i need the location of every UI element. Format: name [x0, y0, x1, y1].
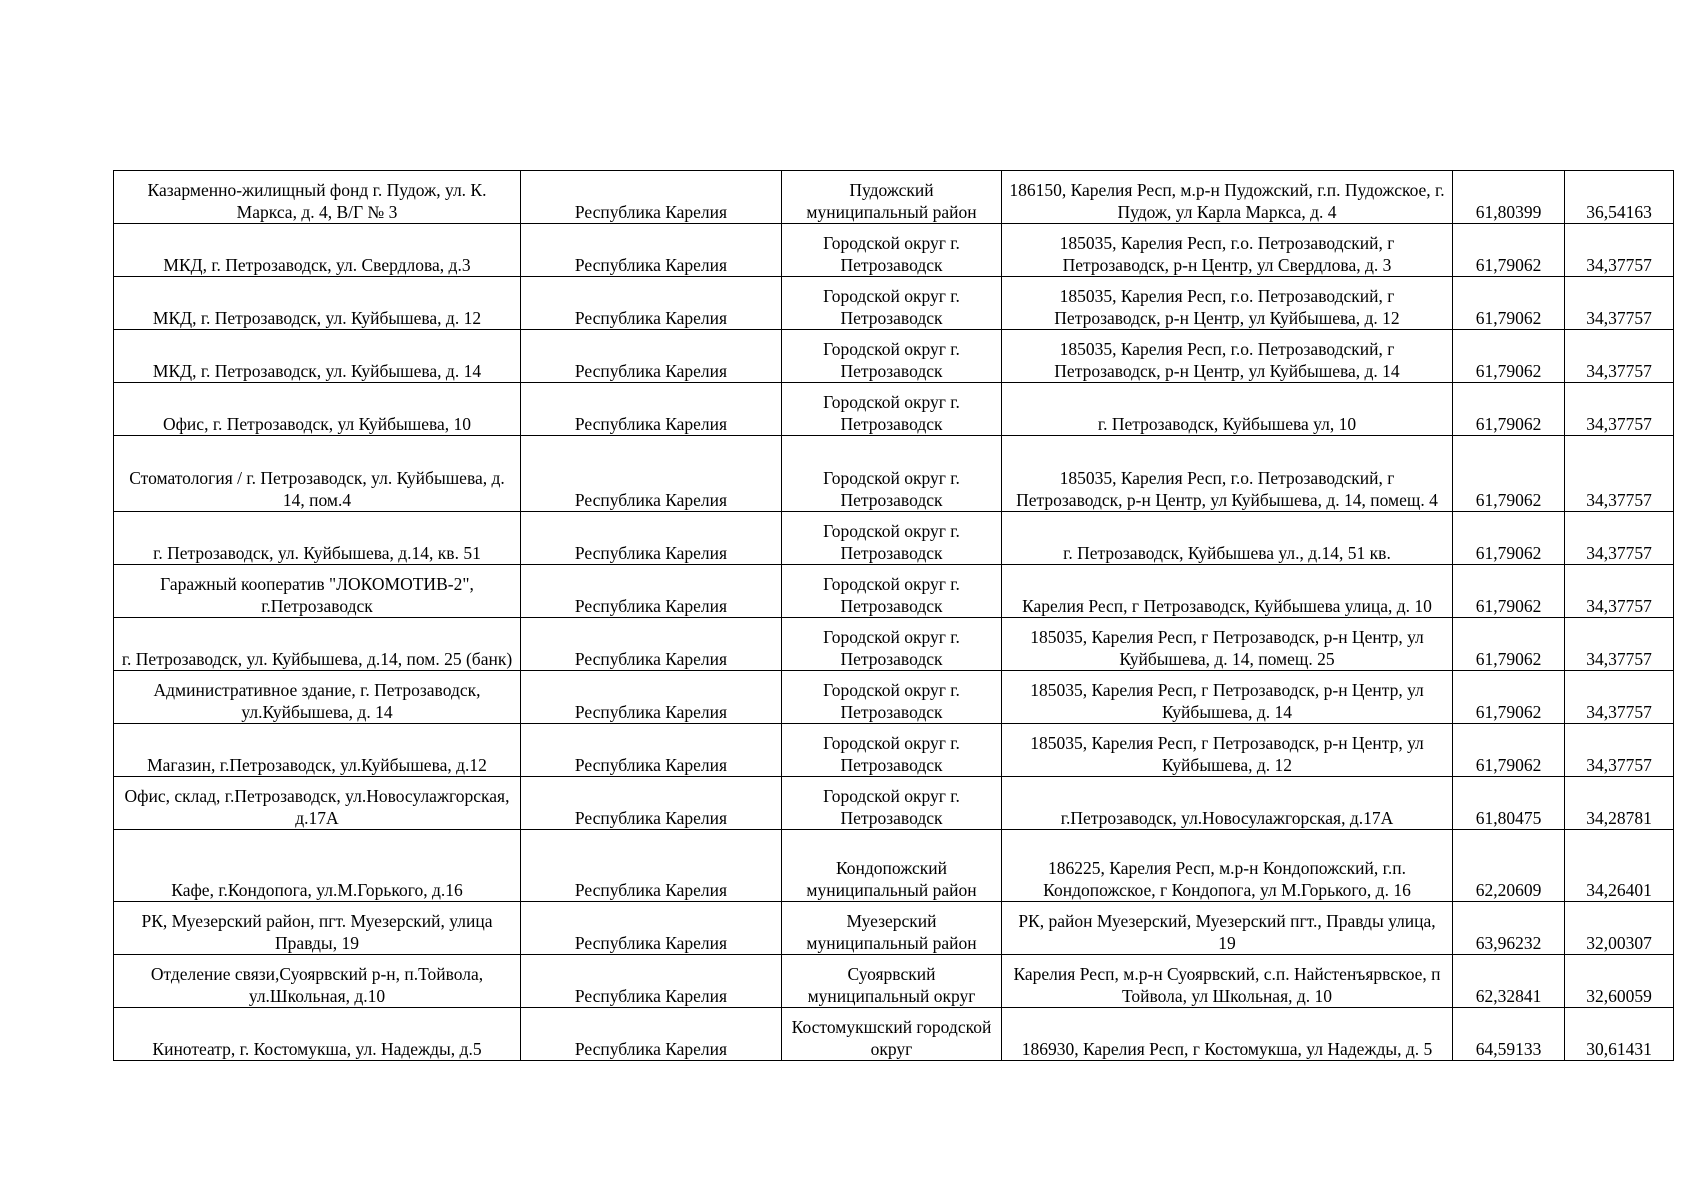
- municipality-cell: Костомукшский городской округ: [782, 1008, 1002, 1061]
- region-cell: Республика Карелия: [521, 830, 782, 902]
- latitude-cell: 61,79062: [1453, 565, 1565, 618]
- region-cell: Республика Карелия: [521, 224, 782, 277]
- longitude-cell: 34,26401: [1565, 830, 1674, 902]
- longitude-cell: 34,37757: [1565, 277, 1674, 330]
- region-cell: Республика Карелия: [521, 671, 782, 724]
- longitude-cell: 34,37757: [1565, 512, 1674, 565]
- table-row: [114, 902, 1674, 955]
- latitude-cell: 61,79062: [1453, 224, 1565, 277]
- table-row: [114, 565, 1674, 618]
- longitude-cell: 34,37757: [1565, 383, 1674, 436]
- address-cell: 185035, Карелия Респ, г.о. Петрозаводский, г Петрозаводск, р-н Центр, ул Свердлова, д. 3: [1002, 224, 1453, 277]
- latitude-cell: 64,59133: [1453, 1008, 1565, 1061]
- latitude-cell: 63,96232: [1453, 902, 1565, 955]
- region-cell: Республика Карелия: [521, 618, 782, 671]
- object-name-cell: Магазин, г.Петрозаводск, ул.Куйбышева, д.12: [114, 724, 521, 777]
- table-row: [114, 1008, 1674, 1061]
- municipality-cell: Городской округ г. Петрозаводск: [782, 330, 1002, 383]
- region-cell: Республика Карелия: [521, 777, 782, 830]
- address-cell: 186150, Карелия Респ, м.р-н Пудожский, г.п. Пудожское, г. Пудож, ул Карла Маркса, д. 4: [1002, 171, 1453, 224]
- object-name-cell: Кинотеатр, г. Костомукша, ул. Надежды, д.5: [114, 1008, 521, 1061]
- longitude-cell: 32,00307: [1565, 902, 1674, 955]
- longitude-cell: 34,28781: [1565, 777, 1674, 830]
- object-name-cell: Отделение связи,Суоярвский р-н, п.Тойвола, ул.Школьная, д.10: [114, 955, 521, 1008]
- municipality-cell: Городской округ г. Петрозаводск: [782, 277, 1002, 330]
- municipality-cell: Городской округ г. Петрозаводск: [782, 383, 1002, 436]
- municipality-cell: Городской округ г. Петрозаводск: [782, 224, 1002, 277]
- object-name-cell: Офис, г. Петрозаводск, ул Куйбышева, 10: [114, 383, 521, 436]
- table-row: [114, 512, 1674, 565]
- longitude-cell: 34,37757: [1565, 618, 1674, 671]
- object-name-cell: РК, Муезерский район, пгт. Муезерский, улица Правды, 19: [114, 902, 521, 955]
- latitude-cell: 62,20609: [1453, 830, 1565, 902]
- region-cell: Республика Карелия: [521, 436, 782, 512]
- table-row: [114, 330, 1674, 383]
- address-cell: 185035, Карелия Респ, г Петрозаводск, р-н Центр, ул Куйбышева, д. 14, помещ. 25: [1002, 618, 1453, 671]
- latitude-cell: 61,79062: [1453, 330, 1565, 383]
- region-cell: Республика Карелия: [521, 330, 782, 383]
- longitude-cell: 34,37757: [1565, 671, 1674, 724]
- address-cell: Карелия Респ, м.р-н Суоярвский, с.п. Найстенъярвское, п Тойвола, ул Школьная, д. 10: [1002, 955, 1453, 1008]
- address-cell: 186930, Карелия Респ, г Костомукша, ул Надежды, д. 5: [1002, 1008, 1453, 1061]
- table-row: [114, 224, 1674, 277]
- municipality-cell: Муезерский муниципальный район: [782, 902, 1002, 955]
- object-name-cell: Казарменно-жилищный фонд г. Пудож, ул. К. Маркса, д. 4, В/Г № 3: [114, 171, 521, 224]
- region-cell: Республика Карелия: [521, 383, 782, 436]
- latitude-cell: 61,79062: [1453, 724, 1565, 777]
- object-name-cell: Стоматология / г. Петрозаводск, ул. Куйбышева, д. 14, пом.4: [114, 436, 521, 512]
- table-row: [114, 618, 1674, 671]
- municipality-cell: Суоярвский муниципальный округ: [782, 955, 1002, 1008]
- table-row: [114, 830, 1674, 902]
- objects-table-body: [114, 171, 1674, 1061]
- municipality-cell: Городской округ г. Петрозаводск: [782, 618, 1002, 671]
- latitude-cell: 61,79062: [1453, 383, 1565, 436]
- latitude-cell: 61,79062: [1453, 512, 1565, 565]
- region-cell: Республика Карелия: [521, 1008, 782, 1061]
- municipality-cell: Городской округ г. Петрозаводск: [782, 671, 1002, 724]
- latitude-cell: 61,79062: [1453, 618, 1565, 671]
- latitude-cell: 61,79062: [1453, 436, 1565, 512]
- municipality-cell: Городской округ г. Петрозаводск: [782, 436, 1002, 512]
- object-name-cell: г. Петрозаводск, ул. Куйбышева, д.14, пом. 25 (банк): [114, 618, 521, 671]
- latitude-cell: 61,79062: [1453, 277, 1565, 330]
- address-cell: РК, район Муезерский, Муезерский пгт., Правды улица, 19: [1002, 902, 1453, 955]
- latitude-cell: 61,80475: [1453, 777, 1565, 830]
- longitude-cell: 34,37757: [1565, 724, 1674, 777]
- longitude-cell: 30,61431: [1565, 1008, 1674, 1061]
- municipality-cell: Кондопожский муниципальный район: [782, 830, 1002, 902]
- table-row: [114, 724, 1674, 777]
- object-name-cell: МКД, г. Петрозаводск, ул. Куйбышева, д. 12: [114, 277, 521, 330]
- table-row: [114, 383, 1674, 436]
- objects-table: [113, 170, 1674, 1061]
- address-cell: 185035, Карелия Респ, г.о. Петрозаводский, г Петрозаводск, р-н Центр, ул Куйбышева, д. 14: [1002, 330, 1453, 383]
- latitude-cell: 61,80399: [1453, 171, 1565, 224]
- object-name-cell: МКД, г. Петрозаводск, ул. Куйбышева, д. 14: [114, 330, 521, 383]
- address-cell: г. Петрозаводск, Куйбышева ул., д.14, 51 кв.: [1002, 512, 1453, 565]
- region-cell: Республика Карелия: [521, 902, 782, 955]
- longitude-cell: 34,37757: [1565, 224, 1674, 277]
- table-row: [114, 777, 1674, 830]
- municipality-cell: Пудожский муниципальный район: [782, 171, 1002, 224]
- longitude-cell: 34,37757: [1565, 436, 1674, 512]
- object-name-cell: Гаражный кооператив "ЛОКОМОТИВ-2", г.Петрозаводск: [114, 565, 521, 618]
- address-cell: г. Петрозаводск, Куйбышева ул, 10: [1002, 383, 1453, 436]
- region-cell: Республика Карелия: [521, 955, 782, 1008]
- region-cell: Республика Карелия: [521, 277, 782, 330]
- longitude-cell: 36,54163: [1565, 171, 1674, 224]
- region-cell: Республика Карелия: [521, 512, 782, 565]
- municipality-cell: Городской округ г. Петрозаводск: [782, 777, 1002, 830]
- municipality-cell: Городской округ г. Петрозаводск: [782, 512, 1002, 565]
- longitude-cell: 32,60059: [1565, 955, 1674, 1008]
- table-row: [114, 671, 1674, 724]
- latitude-cell: 62,32841: [1453, 955, 1565, 1008]
- object-name-cell: г. Петрозаводск, ул. Куйбышева, д.14, кв. 51: [114, 512, 521, 565]
- object-name-cell: Кафе, г.Кондопога, ул.М.Горького, д.16: [114, 830, 521, 902]
- table-row: [114, 955, 1674, 1008]
- municipality-cell: Городской округ г. Петрозаводск: [782, 565, 1002, 618]
- longitude-cell: 34,37757: [1565, 330, 1674, 383]
- table-row: [114, 171, 1674, 224]
- longitude-cell: 34,37757: [1565, 565, 1674, 618]
- address-cell: 185035, Карелия Респ, г Петрозаводск, р-н Центр, ул Куйбышева, д. 14: [1002, 671, 1453, 724]
- address-cell: 185035, Карелия Респ, г.о. Петрозаводский, г Петрозаводск, р-н Центр, ул Куйбышева, д. 14, помещ. 4: [1002, 436, 1453, 512]
- latitude-cell: 61,79062: [1453, 671, 1565, 724]
- address-cell: 185035, Карелия Респ, г.о. Петрозаводский, г Петрозаводск, р-н Центр, ул Куйбышева, д. 12: [1002, 277, 1453, 330]
- object-name-cell: МКД, г. Петрозаводск, ул. Свердлова, д.3: [114, 224, 521, 277]
- address-cell: 185035, Карелия Респ, г Петрозаводск, р-н Центр, ул Куйбышева, д. 12: [1002, 724, 1453, 777]
- object-name-cell: Офис, склад, г.Петрозаводск, ул.Новосулажгорская, д.17А: [114, 777, 521, 830]
- address-cell: г.Петрозаводск, ул.Новосулажгорская, д.17А: [1002, 777, 1453, 830]
- address-cell: Карелия Респ, г Петрозаводск, Куйбышева улица, д. 10: [1002, 565, 1453, 618]
- table-row: [114, 277, 1674, 330]
- region-cell: Республика Карелия: [521, 565, 782, 618]
- region-cell: Республика Карелия: [521, 171, 782, 224]
- region-cell: Республика Карелия: [521, 724, 782, 777]
- address-cell: 186225, Карелия Респ, м.р-н Кондопожский, г.п. Кондопожское, г Кондопога, ул М.Горького, д. 16: [1002, 830, 1453, 902]
- table-row: [114, 436, 1674, 512]
- municipality-cell: Городской округ г. Петрозаводск: [782, 724, 1002, 777]
- object-name-cell: Административное здание, г. Петрозаводск, ул.Куйбышева, д. 14: [114, 671, 521, 724]
